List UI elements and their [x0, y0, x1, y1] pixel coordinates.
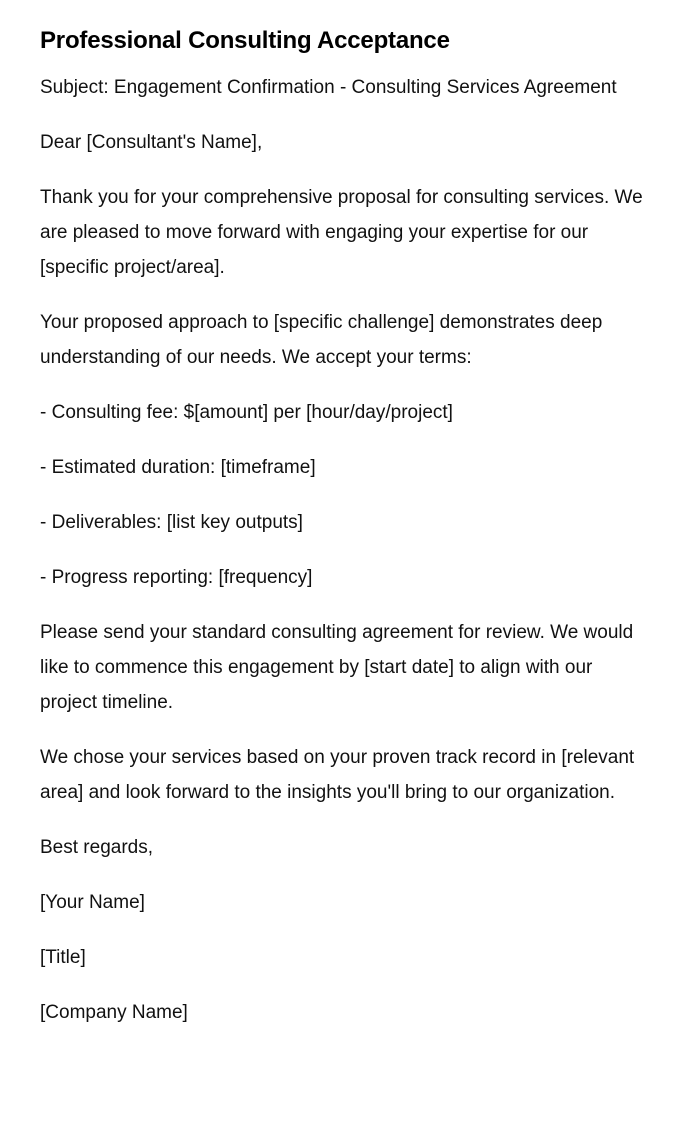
request-paragraph: Please send your standard consulting agreement for review. We would like to commence this engagement by [start date] to align with our project timeline. — [40, 622, 634, 713]
letter-document — [40, 22, 650, 1050]
salutation: Dear [Consultant's Name], — [40, 132, 263, 153]
signature-name: [Your Name] — [40, 892, 145, 913]
term-deliverables: - Deliverables: [list key outputs] — [40, 512, 303, 533]
signature-title: [Title] — [40, 947, 86, 968]
reason-paragraph: We chose your services based on your proven track record in [relevant area] and look forward to the insights you'll bring to our organization. — [40, 747, 635, 803]
document-title: Professional Consulting Acceptance — [40, 27, 450, 54]
signoff: Best regards, — [40, 837, 153, 858]
approach-paragraph: Your proposed approach to [specific challenge] demonstrates deep understanding of our needs. We accept your terms: — [40, 312, 603, 368]
subject-line: Subject: Engagement Confirmation - Consulting Services Agreement — [40, 77, 617, 98]
signature-company: [Company Name] — [40, 1002, 188, 1023]
intro-paragraph: Thank you for your comprehensive proposal for consulting services. We are pleased to move forward with engaging your expertise for our [specific project/area]. — [40, 187, 643, 278]
term-duration: - Estimated duration: [timeframe] — [40, 457, 316, 478]
term-reporting: - Progress reporting: [frequency] — [40, 567, 313, 588]
term-fee: - Consulting fee: $[amount] per [hour/day/project] — [40, 402, 453, 423]
